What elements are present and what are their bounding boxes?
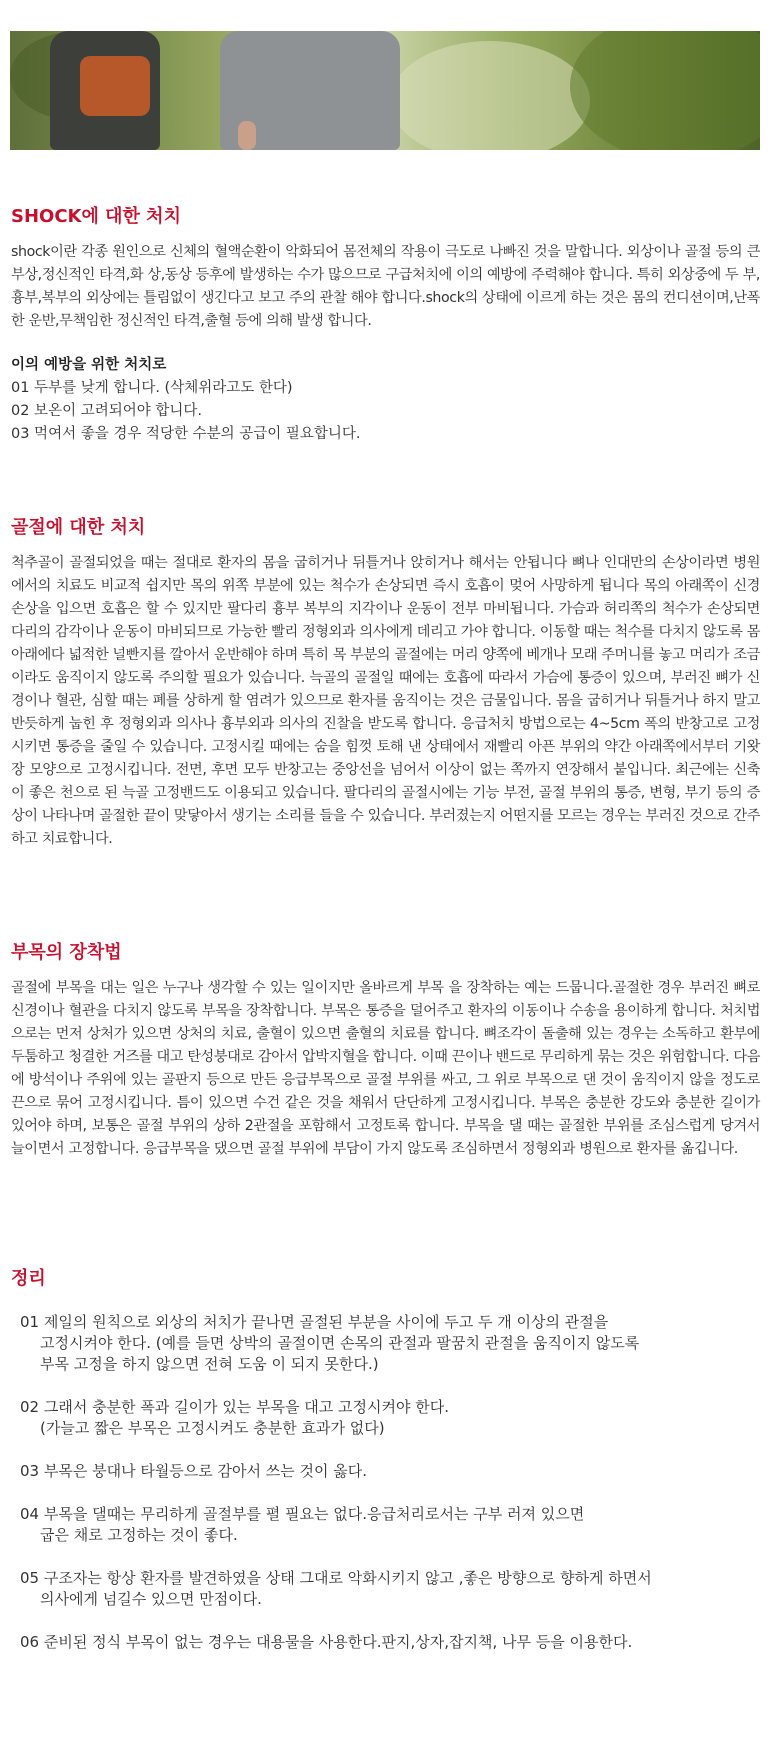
splint-body: 골절에 부목을 대는 일은 누구나 생각할 수 있는 일이지만 올바르게 부목 을 장착하는 예는 드뭅니다.골절한 경우 부러진 뼈로 신경이나 혈관을 다치지 않도록 부목을 장착합니다. 부목은 통증을 덜어주고 환자의 이동이나 수송을 용이하게 합니다. 처치법으로는 먼저 상처가 있으면 상처의 치료, 출혈이 있으면 출혈의 치료를 합니다. 뼈조각이 돌출해 있는 경우는 소독하고 환부에 두툼하고 청결한 거즈를 대고 탄성붕대로 감아서 압박지혈을 합니다. 이때 끈이나 밴드로 무리하게 묶는 것은 위험합니다. 다음에 방석이나 주위에 있는 골판지 등으로 만든 응급부목으로 골절 부위를 싸고, 그 위로 부목으로 댄 것이 움직이지 않을 정도로 끈으로 묶어 고정시킵니다. 틈이 있으면 수건 같은 것을 채워서 단단하게 고정시킵니다. 부목은 충분한 강도와 충분한 길이가 있어야 하며, 보통은 골절 부위의 상하 2관절을 포함해서 고정토록 합니다. 부목을 댈 때는 골절한 부위를 조심스럽게 당겨서 늘이면서 고정합니다. 응급부목을 댔으면 골절 부위에 부담이 가지 않도록 조심하면서 정형외과 병원으로 환자를 옮깁니다. xyxy=(11,980,760,1157)
hero-image xyxy=(10,31,760,150)
fracture-title: 골절에 대한 처치 xyxy=(11,517,146,538)
prevention-title: 이의 예방을 위한 처치로 xyxy=(11,357,167,373)
splint-section xyxy=(11,941,760,1161)
summary-item: 01 제일의 원칙으로 외상의 처치가 끝나면 골절된 부분을 사이에 두고 두 개 이상의 관절을 고정시켜야 한다. (예를 들면 상박의 골절이면 손목의 관절과 팔꿈치 관절을 움직이지 않도록 부목 고정을 하지 않으면 전혀 도움 이 되지 못한다.) xyxy=(20,1313,640,1373)
summary-item: 04 부목을 댈때는 무리하게 골절부를 펼 필요는 없다.응급처리로서는 구부 러져 있으면 굽은 채로 고정하는 것이 좋다. xyxy=(20,1505,585,1544)
prevention-item: 02 보온이 고려되어야 합니다. xyxy=(11,403,202,419)
prevention-item: 01 두부를 낮게 합니다. (삭체위라고도 한다) xyxy=(11,380,293,396)
fracture-section xyxy=(11,516,760,851)
summary-title: 정리 xyxy=(11,1268,46,1289)
fracture-body: 척추골이 골절되었을 때는 절대로 환자의 몸을 굽히거나 뒤틀거나 앉히거나 해서는 안됩니다 뼈나 인대만의 손상이라면 병원에서의 치료도 비교적 쉽지만 목의 위쪽 부분에 있는 척수가 손상되면 즉시 호흡이 멎어 사망하게 됩니다 목의 아래쪽이 신경 손상을 입으면 호흡은 할 수 있지만 팔다리 흉부 복부의 지각이나 운동이 전부 마비됩니다. 가슴과 허리쪽의 척수가 손상되면 다리의 감각이나 운동이 마비되므로 가능한 빨리 정형외과 의사에게 데리고 가야 합니다. 이동할 때는 척수를 다치지 않도록 몸 아래에다 넓적한 널빤지를 깔아서 운반해야 하며 특히 목 부분의 골절에는 머리 양쪽에 베개나 모래 주머니를 놓고 머리가 조금이라도 움직이지 않도록 주의할 필요가 있습니다. 늑골의 골절일 때에는 호흡에 따라서 가슴에 통증이 있으며, 부러진 뼈가 신경이나 혈관, 심할 때는 폐를 상하게 할 염려가 있으므로 환자를 움직이는 것은 금물입니다. 몸을 굽히거나 뒤틀거나 하지 말고 반듯하게 눕힌 후 정형외과 의사나 흉부외과 의사의 진찰을 받도록 합니다. 응급처치 방법으로는 4~5cm 폭의 반창고로 고정시키면 통증을 줄일 수 있습니다. 고정시킬 때에는 숨을 힘껏 토해 낸 상태에서 재빨리 아픈 부위의 약간 아래쪽에서부터 기왓장 모양으로 고정시킵니다. 전면, 후면 모두 반창고는 중앙선을 넘어서 이상이 없는 쪽까지 연장해서 붙입니다. 최근에는 신축이 좋은 천으로 된 늑골 고정밴드도 이용되고 있습니다. 팔다리의 골절시에는 기능 부전, 골절 부위의 통증, 변형, 부기 등의 증상이 나타나며 골절한 끝이 맞닿아서 생기는 소리를 들을 수 있습니다. 부러졌는지 어떤지를 모르는 경우는 부러진 것으로 간주하고 치료합니다. xyxy=(11,555,760,847)
shock-body: shock이란 각종 원인으로 신체의 혈액순환이 악화되어 몸전체의 작용이 극도로 나빠진 것을 말합니다. 외상이나 골절 등의 큰부상,정신적인 타격,화 상,동상 등후에 발생하는 수가 많으므로 구급처치에 이의 예방에 주력해야 합니다. 특히 외상중에 두 부,흉부,복부의 외상에는 틀림없이 생긴다고 보고 주의 관찰 해야 합니다.shock의 상태에 이르게 하는 것은 몸의 컨디션이며,난폭한 운반,무책임한 정신적인 타격,출혈 등에 의해 발생 합니다. xyxy=(11,244,760,329)
shock-title: SHOCK에 대한 처치 xyxy=(11,206,181,227)
summary-section xyxy=(11,1267,760,1291)
prevention-item: 03 먹여서 좋을 경우 적당한 수분의 공급이 필요합니다. xyxy=(11,426,361,442)
summary-item: 03 부목은 붕대나 타월등으로 감아서 쓰는 것이 옳다. xyxy=(20,1462,368,1480)
summary-list xyxy=(20,1312,760,1675)
shock-section xyxy=(11,205,760,446)
summary-item: 06 준비된 정식 부목이 없는 경우는 대용물을 사용한다.판지,상자,잡지책, 나무 등을 이용한다. xyxy=(20,1633,633,1651)
summary-item: 05 구조자는 항상 환자를 발견하였을 상태 그대로 악화시키지 않고 ,좋은 방향으로 향하게 하면서 의사에게 넘길수 있으면 만점이다. xyxy=(20,1569,652,1608)
summary-item: 02 그래서 충분한 폭과 길이가 있는 부목을 대고 고정시켜야 한다. (가늘고 짧은 부목은 고정시켜도 충분한 효과가 없다) xyxy=(20,1398,450,1437)
splint-title: 부목의 장착법 xyxy=(11,942,122,963)
